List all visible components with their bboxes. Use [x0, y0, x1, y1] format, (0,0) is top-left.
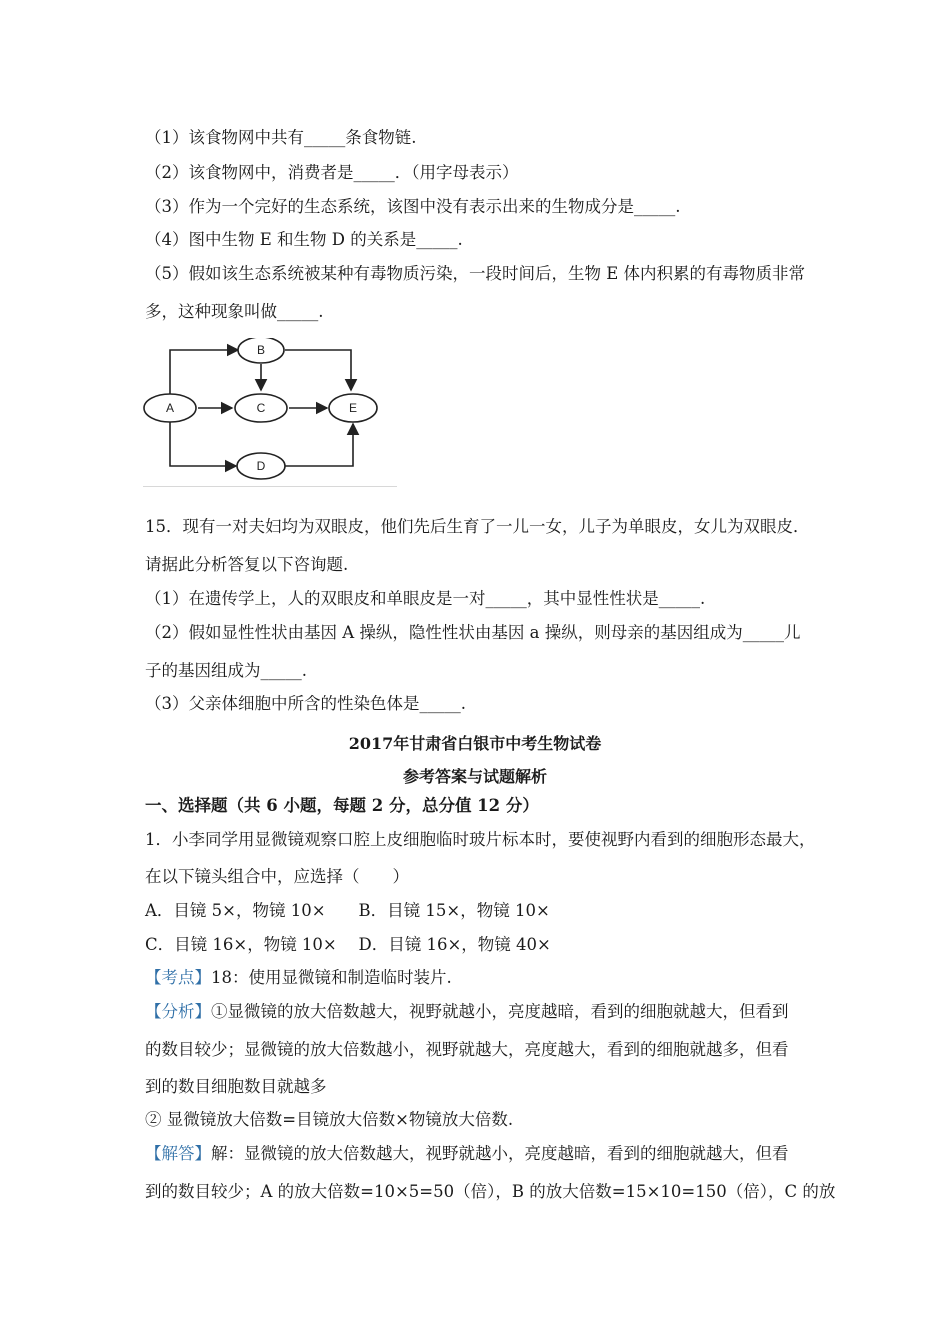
fenxi-line-a [145, 1002, 789, 1022]
node-c: C [256, 401, 266, 415]
node-d: D [256, 459, 266, 473]
q14-line-5a: （5）假如该生态系统被某种有毒物质污染，一段时间后，生物 E 体内积累的有毒物质非常 [145, 264, 806, 283]
jieda-tag: 【解答】 [145, 1144, 211, 1163]
kaodian-text: 18：使用显微镜和制造临时装片. [211, 968, 452, 987]
q14-line-3: （3）作为一个完好的生态系统，该图中没有表示出来的生物成分是_____. [145, 197, 681, 216]
answer-title: 2017年甘肃省白银市中考生物试卷 [348, 734, 602, 753]
q1-options-cd: C．目镜 16×，物镜 10× D．目镜 16×，物镜 40× [145, 935, 551, 954]
jieda-text-a: 解：显微镜的放大倍数越大，视野就越小，亮度越暗，看到的细胞就越大，但看 [211, 1144, 789, 1163]
q1-options-ab: A．目镜 5×，物镜 10× B．目镜 15×，物镜 10× [145, 901, 550, 920]
fenxi-tag: 【分析】 [145, 1002, 211, 1021]
kaodian-tag: 【考点】 [145, 968, 211, 987]
q14-line-4: （4）图中生物 E 和生物 D 的关系是_____. [145, 230, 463, 249]
section-heading: 一、选择题（共 6 小题，每题 2 分，总分值 12 分） [145, 796, 539, 815]
fenxi-line-d: ② 显微镜放大倍数=目镜放大倍数×物镜放大倍数. [145, 1110, 514, 1129]
node-e: E [348, 401, 358, 415]
q15-line-3: （1）在遗传学上，人的双眼皮和单眼皮是一对_____，其中显性性状是_____. [145, 589, 706, 608]
q15-line-2: 请据此分析答复以下咨询题. [145, 555, 349, 574]
node-b: B [256, 343, 266, 357]
kaodian-line [145, 968, 452, 988]
q15-line-1: 15．现有一对夫妇均为双眼皮，他们先后生育了一儿一女，儿子为单眼皮，女儿为双眼皮． [145, 517, 810, 536]
fenxi-line-b: 的数目较少；显微镜的放大倍数越小，视野就越大，亮度越大，看到的细胞就越多，但看 [145, 1040, 789, 1059]
q14-line-1: （1）该食物网中共有_____条食物链. [145, 128, 417, 147]
node-a: A [165, 401, 175, 415]
fenxi-text-a: ①显微镜的放大倍数越大，视野就越小，亮度越暗，看到的细胞就越大，但看到 [211, 1002, 789, 1021]
answer-subtitle: 参考答案与试题解析 [402, 767, 547, 786]
fenxi-line-c: 到的数目细胞数目就越多 [145, 1077, 327, 1096]
q1-line-a: 1．小李同学用显微镜观察口腔上皮细胞临时玻片标本时，要使视野内看到的细胞形态最大， [145, 830, 816, 849]
food-web-diagram [143, 338, 398, 488]
q14-line-2: （2）该食物网中，消费者是_____．（用字母表示） [145, 163, 519, 182]
jieda-line-a [145, 1144, 789, 1164]
q1-line-b: 在以下镜头组合中，应选择（ ） [145, 867, 409, 886]
q15-line-5: （3）父亲体细胞中所含的性染色体是_____. [145, 694, 466, 713]
jieda-line-b: 到的数目较少；A 的放大倍数=10×5=50（倍），B 的放大倍数=15×10=150（倍），C 的放 [145, 1182, 836, 1201]
figure-divider [143, 486, 397, 487]
q15-line-4a: （2）假如显性性状由基因 A 操纵，隐性性状由基因 a 操纵，则母亲的基因组成为_____儿 [145, 623, 801, 642]
q14-line-5b: 多，这种现象叫做_____. [145, 302, 324, 321]
q15-line-4b: 子的基因组成为_____. [145, 661, 307, 680]
